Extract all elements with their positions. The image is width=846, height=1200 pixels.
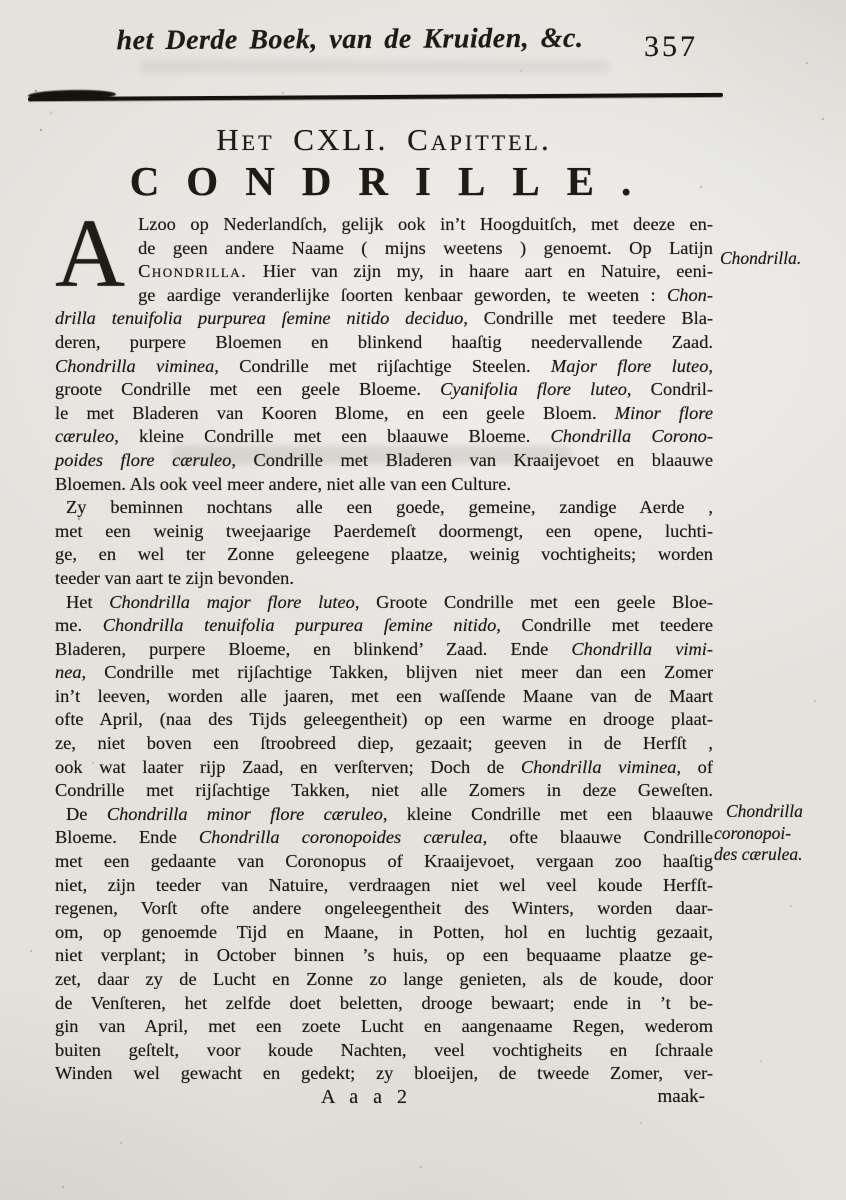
text-line: ze, niet boven een ſtroobreed diep, gezaait; geeven in de Herfſt , — [55, 733, 713, 754]
margin-note-line: des cærulea. — [714, 844, 803, 864]
text-line: gin van April, met een zoete Lucht en aangenaame Regen, wederom — [55, 1016, 713, 1037]
text-line: Condrille met rijſachtige Takken, niet alle Zomers in deze Geweſten. — [55, 780, 713, 801]
signature-mark: A a a 2 — [320, 1086, 410, 1108]
text-line: de Venſteren, het zelfde doet beletten, drooge bewaart; ende in ’t be- — [55, 992, 713, 1013]
margin-note — [714, 801, 842, 866]
text-line: drilla tenuifolia purpurea ſemine nitido deciduo, Condrille met teedere Bla- — [55, 308, 713, 329]
running-header — [62, 22, 638, 57]
paragraph — [55, 591, 713, 803]
text-line: ge, en wel ter Zonne geleegene plaatze, weinig vochtigheits; worden — [55, 544, 713, 565]
text-line: in’t leeven, worden alle jaaren, met een waſſende Maane van de Maart — [55, 685, 713, 706]
text-line: niet, zijn teeder van Natuire, verdraagen niet wel veel koude Herfſt- — [55, 874, 713, 895]
margin-note-line: Chondrilla — [726, 801, 803, 821]
text-line: ofte April, (naa des Tijds geleegentheit) op een warme en drooge plaat- — [55, 709, 713, 730]
text-line: regenen, Vorſt ofte andere ongeleegentheit des Winters, worden daar- — [55, 898, 713, 919]
scan-artifact — [0, 0, 2, 2]
text-line: met een gedaante van Coronopus of Kraaijevoet, vergaan zoo haaſtig — [55, 851, 713, 872]
text-line: le met Bladeren van Kooren Blome, en een geele Bloem. Minor flore — [55, 402, 713, 423]
margin-note-line: coronopoi- — [714, 822, 792, 843]
text-line: buiten geſtelt, voor koude Nachten, veel vochtigheits en ſchraale — [55, 1039, 713, 1060]
text-line: poides flore cæruleo, Condrille met Bladeren van Kraaijevoet en blaauwe — [55, 449, 713, 470]
page-number: 357 — [644, 30, 698, 63]
catchword: maak- — [657, 1086, 705, 1107]
text-line: om, op genoemde Tijd en Maane, in Potten, hol en luchtig gezaait, — [55, 921, 713, 942]
text-line: Het Chondrilla major flore luteo, Groote Condrille met een geele Bloe- — [66, 591, 713, 612]
text-line: Chondrilla. Hier van zijn my, in haare aart en Natuire, eeni- — [138, 261, 713, 282]
margin-note — [714, 248, 842, 270]
text-line: zet, daar zy de Lucht en Zonne zo lange genieten, als de koude, door — [55, 969, 713, 989]
text-line: Lzoo op Nederlandſch, gelijk ook in’t Hoogduitſch, met deeze en- — [138, 214, 713, 234]
scan-artifact — [140, 60, 610, 73]
text-line: Bloemen. Als ook veel meer andere, niet alle van een Culture. — [55, 473, 512, 494]
text-line: Winden wel gewacht en gedekt; zy bloeijen, de tweede Zomer, ver- — [55, 1063, 713, 1084]
body-text — [55, 200, 714, 1086]
text-line: niet verplant; in October binnen ’s huis, op een bequaame plaatze ge- — [55, 945, 713, 966]
paragraph — [55, 803, 713, 1086]
text-line: met een weinig tweejaarige Paerdemeſt doormengt, een opene, luchti- — [55, 520, 713, 541]
text-line: Bladeren, purpere Bloeme, en blinkend’ Zaad. Ende Chondrilla vimi- — [55, 638, 713, 659]
text-line: de geen andere Naame ( mijns weetens ) genoemt. Op Latijn — [138, 237, 713, 258]
running-title: het Derde Boek, van de Kruiden, &c. — [116, 22, 584, 57]
dropcap-letter: A — [55, 200, 126, 307]
text-line: Zy beminnen nochtans alle een goede, gemeine, zandige Aerde , — [66, 497, 713, 518]
chapter-title: CONDRILLE. — [129, 158, 659, 204]
text-line: Bloeme. Ende Chondrilla coronopoides cærulea, ofte blaauwe Condrille — [55, 827, 713, 848]
text-line: deren, purpere Bloemen en blinkend haaſtig needervallende Zaad. — [55, 331, 713, 352]
text-line: nea, Condrille met rijſachtige Takken, blijven niet meer dan een Zomer — [55, 662, 713, 683]
paragraph — [55, 496, 713, 590]
text-line: cæruleo, kleine Condrille met een blaauwe Bloeme. Chondrilla Corono- — [55, 426, 713, 447]
margin-note-line: Chondrilla. — [720, 248, 802, 268]
header-rule — [28, 93, 723, 101]
text-line: teeder van aart te zijn bevonden. — [55, 567, 294, 588]
scan-artifact — [172, 446, 572, 464]
text-line: ge aardige veranderlijke ſoorten kenbaar geworden, te weeten : Chon- — [138, 284, 713, 305]
text-line: groote Condrille met een geele Bloeme. Cyanifolia flore luteo, Condril- — [55, 379, 714, 400]
text-line: Chondrilla viminea, Condrille met rijſachtige Steelen. Major flore luteo, — [55, 355, 713, 376]
text-line: ook wat laater rijp Zaad, en verſterven; Doch de Chondrilla viminea, of — [55, 756, 713, 777]
chapter-heading: Het CXLI. Capittel. — [216, 122, 552, 157]
text-line: De Chondrilla minor flore cæruleo, kleine Condrille met een blaauwe — [66, 803, 714, 824]
text-line: me. Chondrilla tenuifolia purpurea ſemine nitido, Condrille met teedere — [55, 615, 713, 636]
